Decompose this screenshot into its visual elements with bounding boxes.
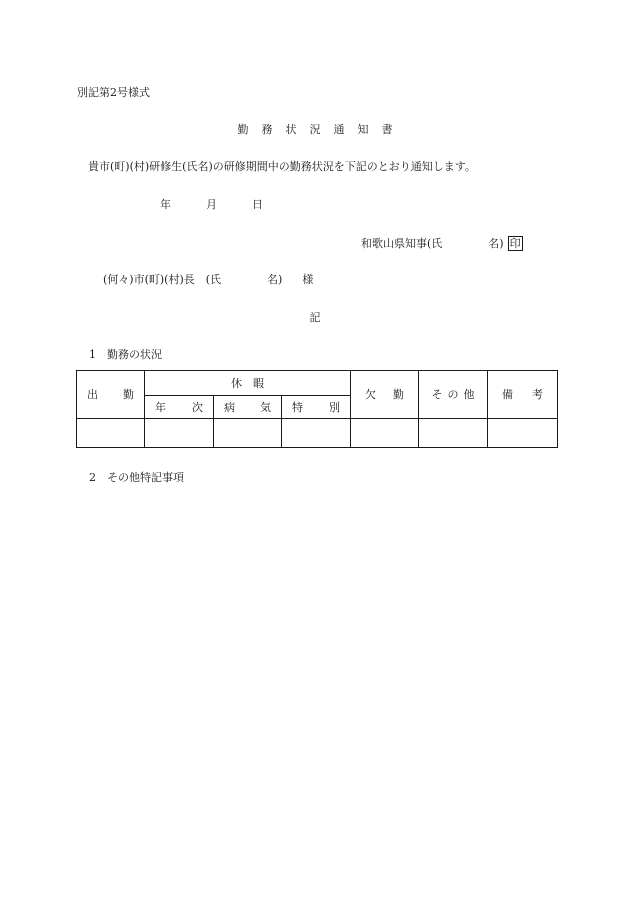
section-1-heading: 1 勤務の状況 (89, 348, 162, 361)
cell-other[interactable] (419, 419, 488, 448)
recipient-title: (何々)市(町)(村)長 (氏 (103, 273, 222, 286)
header-leave-annual: 年 次 (145, 396, 214, 419)
cell-leave-special[interactable] (282, 419, 351, 448)
cell-leave-sick[interactable] (214, 419, 282, 448)
header-leave: 休 暇 (145, 371, 351, 396)
date-year-label: 年 (160, 198, 171, 211)
form-number: 別記第2号様式 (77, 86, 150, 99)
header-leave-special: 特 別 (282, 396, 351, 419)
cell-attendance[interactable] (77, 419, 145, 448)
attendance-status-table (76, 370, 558, 448)
cell-absence[interactable] (351, 419, 419, 448)
date-month-label: 月 (206, 198, 217, 211)
cell-remarks[interactable] (488, 419, 558, 448)
sender-title: 和歌山県知事(氏 (361, 237, 443, 250)
recipient-honorific: 様 (302, 273, 314, 286)
ki-notation: 記 (309, 311, 321, 324)
seal-stamp-mark: 印 (509, 237, 521, 250)
header-other: その他 (419, 371, 488, 419)
sender-line (361, 236, 523, 251)
date-day-label: 日 (252, 198, 263, 211)
notice-body-text: 貴市(町)(村)研修生(氏名)の研修期間中の勤務状況を下記のとおり通知します。 (88, 160, 476, 173)
table-row (77, 419, 558, 448)
section-2-heading: 2 その他特記事項 (89, 471, 184, 484)
sender-name-end: 名) (488, 237, 504, 250)
recipient-line (103, 274, 313, 285)
date-line (160, 199, 263, 210)
recipient-name-end: 名) (267, 273, 283, 286)
header-remarks: 備 考 (488, 371, 558, 419)
header-attendance: 出 勤 (77, 371, 145, 419)
document-title: 勤務状況通知書 (237, 123, 406, 136)
cell-leave-annual[interactable] (145, 419, 214, 448)
header-leave-sick: 病 気 (214, 396, 282, 419)
header-absence: 欠 勤 (351, 371, 419, 419)
